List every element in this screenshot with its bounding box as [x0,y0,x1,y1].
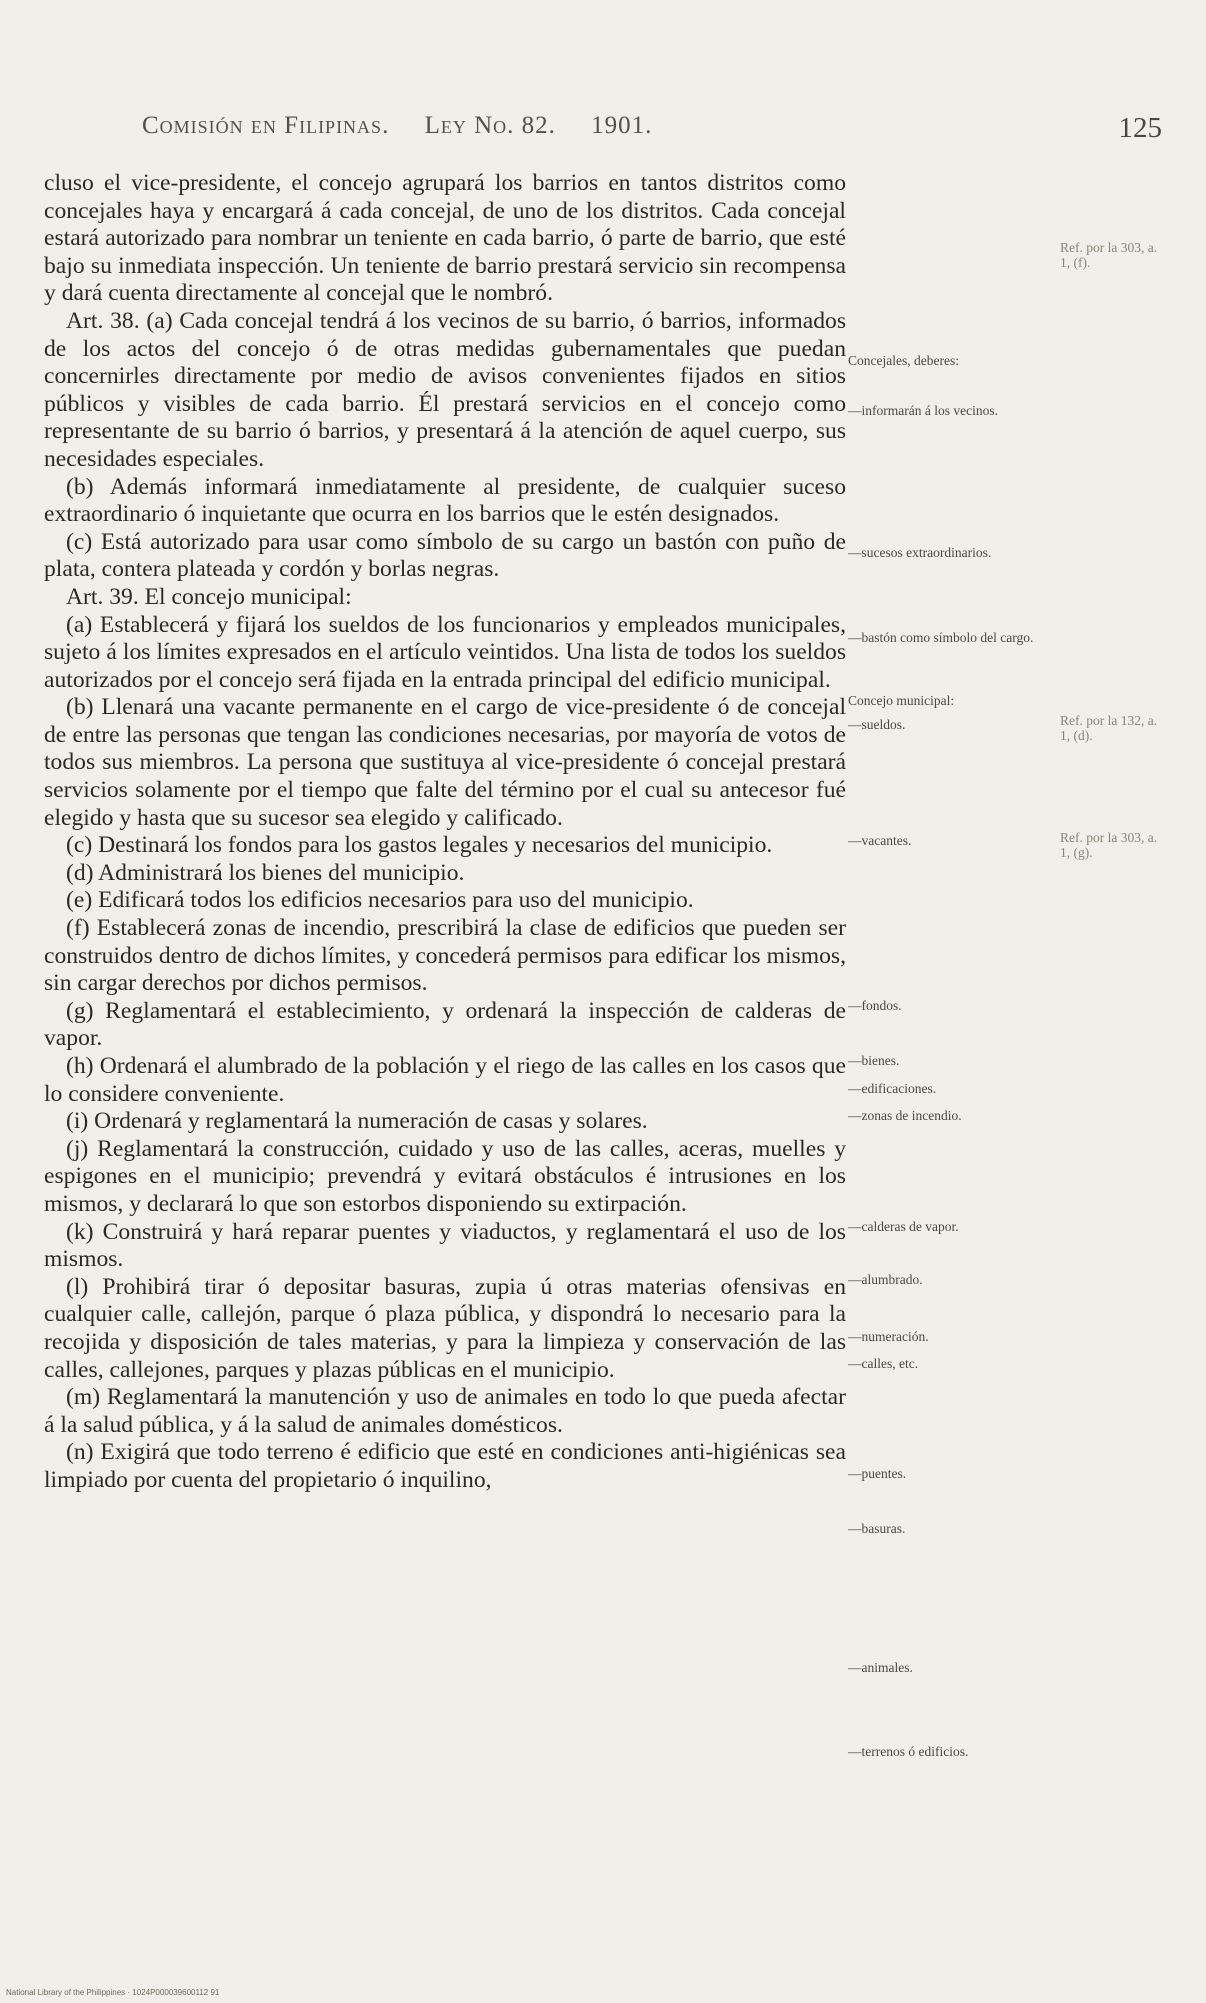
margin-note: Concejales, deberes: [848,353,959,368]
margin-note: —vacantes. [848,833,912,848]
main-text-column [44,170,846,1495]
margin-note: —calles, etc. [848,1356,919,1371]
reference-note: Ref. por la 132, a. 1, (d). [1060,713,1158,743]
scan-footer: National Library of the Philippines · 1024P000039600112 91 [6,1988,220,1997]
header-commission: Comisión en Filipinas. [142,112,390,139]
margin-note: —sucesos extraordinarios. [848,545,992,560]
paragraph: (n) Exigirá que todo terreno é edificio que esté en condiciones anti-higiénicas sea limpiado por cuenta del propietario ó inquilino, [44,1439,846,1493]
margin-note: Concejo municipal: [848,693,955,708]
paragraph: (c) Destinará los fondos para los gastos legales y necesarios del municipio. [66,832,773,859]
reference-note: Ref. por la 303, a. 1, (g). [1060,830,1158,860]
header-law: Ley No. 82. [424,112,556,139]
paragraph: (a) Establecerá y fijará los sueldos de los funcionarios y empleados municipales, sujeto á los límites expresados en el artículo veintidos. Una lista de todos los sueldos autorizados por el concejo será fijada en la entrada principal del edificio municipal. [44,611,846,693]
margin-note: —puentes. [848,1466,907,1481]
paragraph: (c) Está autorizado para usar como símbolo de su cargo un bastón con puño de plata, contera plateada y cordón y borlas negras. [44,528,846,583]
reference-note: Ref. por la 303, a. 1, (f). [1060,240,1158,270]
paragraph: (i) Ordenará y reglamentará la numeración de casas y solares. [66,1108,648,1135]
margin-note: —informarán á los vecinos. [848,403,998,418]
paragraph: (h) Ordenará el alumbrado de la población y el riego de las calles en los casos que lo considere conveniente. [44,1053,846,1107]
paragraph: (l) Prohibirá tirar ó depositar basuras, zupia ú otras materias ofensivas en cualquier calle, callejón, parque ó plaza pública, y dispondrá lo necesario para la recojida y disposición de tales materias, y para la limpieza y conservación de las calles, callejones, parques y plazas públicas en el municipio. [44,1273,846,1383]
running-header [142,112,1162,152]
header-title [142,112,652,140]
paragraph-art-38: Art. 38. (a) Cada concejal tendrá á los vecinos de su barrio, ó barrios, informados de los actos del concejo ó de otras medidas gubernamentales que puedan concernirles directamente por medio de avisos convenientes fijados en sitios públicos y visibles de cada barrio. Él prestará servicios en el concejo como representante de su barrio ó barrios, y presentará á la atención de aquel cuerpo, sus necesidades especiales. [44,307,846,472]
header-year: 1901. [591,112,653,139]
paragraph-art-39: Art. 39. El concejo municipal: [66,583,352,610]
paragraph: cluso el vice-presidente, el concejo agrupará los barrios en tantos distritos como concejales haya y encargará á cada concejal, de uno de los distritos. Cada concejal estará autorizado para nombrar un teniente en cada barrio, ó parte de barrio, que esté bajo su inmediata inspección. Un teniente de barrio prestará servicio sin recompensa y dará cuenta directamente al concejal que le nombró. [44,170,846,307]
paragraph: (b) Llenará una vacante permanente en el cargo de vice-presidente ó de concejal de entre las personas que tengan las condiciones necesarias, por mayoría de votos de todos sus miembros. La persona que sustituya al vice-presidente ó concejal prestará servicios solamente por el tiempo que falte del término por el cual su antecesor fué elegido y hasta que su sucesor sea elegido y calificado. [44,694,846,831]
paragraph: (j) Reglamentará la construcción, cuidado y uso de las calles, aceras, muelles y espigones en el municipio; prevendrá y evitará obstáculos é intrusiones en los mismos, y declarará lo que son estorbos disponiendo su extirpación. [44,1135,846,1217]
margin-note: —animales. [848,1660,913,1675]
margin-note: —bastón como símbolo del cargo. [848,630,1034,645]
paragraph: (g) Reglamentará el establecimiento, y ordenará la inspección de calderas de vapor. [44,997,846,1052]
paragraph: (f) Establecerá zonas de incendio, prescribirá la clase de edificios que pueden ser construidos dentro de dichos límites, y concederá permisos para edificar los mismos, sin cargar derechos por dichos permisos. [44,915,846,997]
paragraph: (k) Construirá y hará reparar puentes y viaductos, y reglamentará el uso de los mismos. [44,1218,846,1273]
paragraph: (d) Administrará los bienes del municipio. [66,859,465,886]
margin-note: —basuras. [848,1521,906,1536]
paragraph: (m) Reglamentará la manutención y uso de animales en todo lo que pueda afectar á la salud pública, y á la salud de animales domésticos. [44,1384,846,1438]
margin-note: —terrenos ó edificios. [848,1744,969,1759]
margin-note: —alumbrado. [848,1272,923,1287]
paragraph: (b) Además informará inmediatamente al presidente, de cualquier suceso extraordinario ó inquietante que ocurra en los barrios que le estén designados. [44,473,846,528]
margin-note: —calderas de vapor. [848,1219,959,1234]
margin-note: —sueldos. [848,717,906,732]
page-number: 125 [1118,112,1162,144]
paragraph: (e) Edificará todos los edificios necesarios para uso del municipio. [66,887,694,914]
margin-note: —numeración. [848,1329,929,1344]
margin-note: —bienes. [848,1053,900,1068]
margin-note: —zonas de incendio. [848,1108,962,1123]
margin-note: —edificaciones. [848,1081,937,1096]
margin-note: —fondos. [848,998,902,1013]
